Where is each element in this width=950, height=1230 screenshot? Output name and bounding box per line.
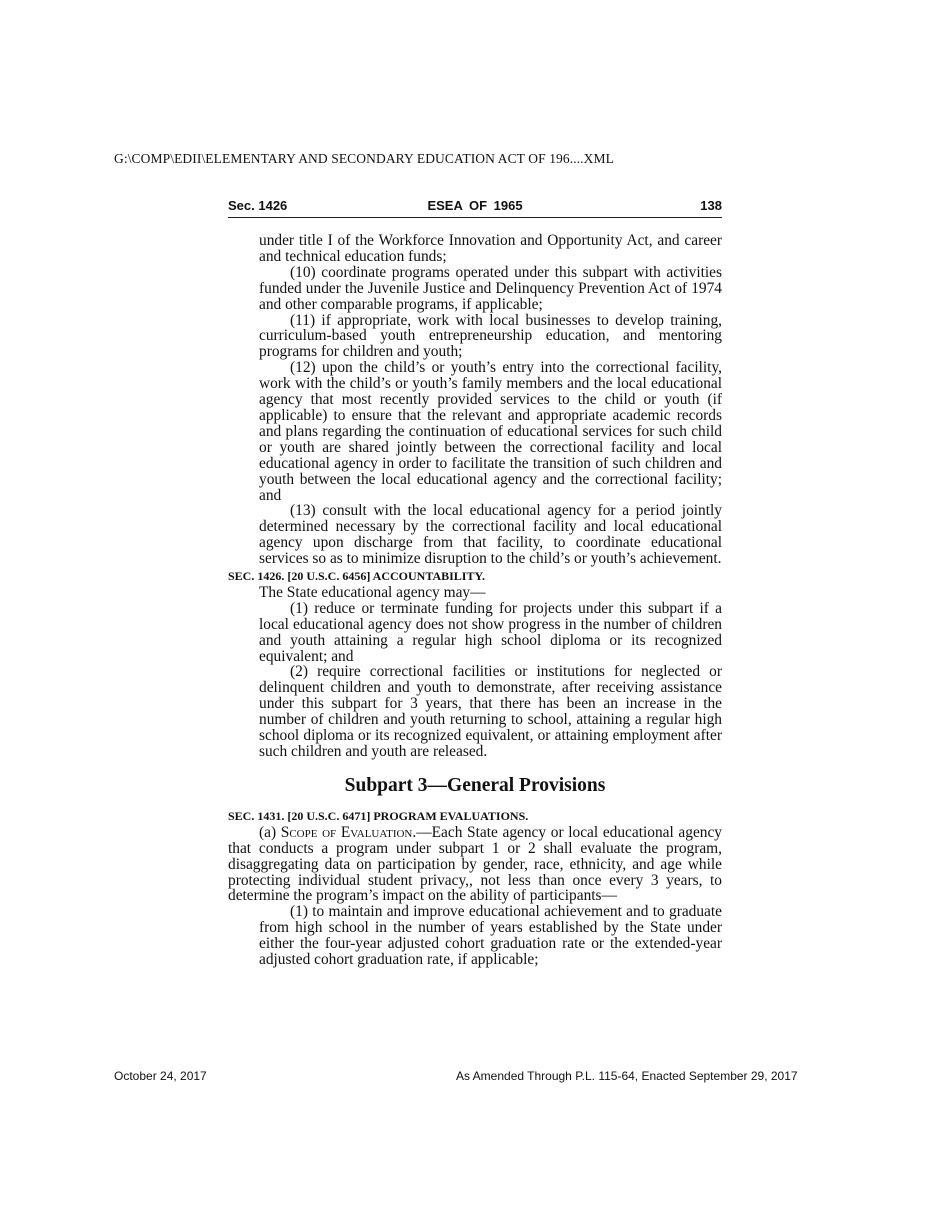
section-1431-subsection-a bbox=[228, 825, 722, 905]
subsection-a-text: —Each State agency or local educational agency that conducts a program under subpart 1 or 2 shall evaluate the program, disaggregating data on participation by gender, race, ethnicity, and age while protecting individual student privacy,, not less than once every 3 years, to determine the program’s impact on the ability of participants— bbox=[228, 823, 723, 905]
footer-amended-note: As Amended Through P.L. 115-64, Enacted September 29, 2017 bbox=[456, 1069, 798, 1083]
subsection-a-label: (a) bbox=[259, 823, 281, 841]
section-1431-heading: SEC. 1431. [20 U.S.C. 6471] PROGRAM EVALUATIONS. bbox=[228, 808, 529, 823]
paragraph-11: (11) if appropriate, work with local businesses to develop training, curriculum-based youth entrepreneurship education, and mentoring programs for children and youth; bbox=[259, 311, 722, 361]
footer-date: October 24, 2017 bbox=[114, 1069, 207, 1083]
subsection-a-caption: Scope of Evaluation. bbox=[280, 823, 417, 841]
document-body bbox=[228, 233, 722, 968]
paragraph-12: (12) upon the child’s or youth’s entry into the correctional facility, work with the child’s or youth’s family members and the local educational agency that most recently provided services to the child or youth (if applicable) to ensure that the relevant and appropriate academic records and plans regarding the continuation of educational services for such child or youth are shared jointly between the correctional facility and local educational agency in order to facilitate the transition of such children and youth between the local educational agency and the correctional facility; and bbox=[259, 359, 722, 504]
paragraph-10: (10) coordinate programs operated under this subpart with activities funded under the Juvenile Justice and Delinquency Prevention Act of 1974 and other comparable programs, if applicable; bbox=[259, 263, 722, 313]
section-1426-item-2: (2) require correctional facilities or institutions for neglected or delinquent children and youth to demonstrate, after receiving assistance under this subpart for 3 years, that there has been an increase in the number of children and youth returning to school, attaining a regular high school diploma or its recognized equivalent, or attaining employment after such children and youth are released. bbox=[259, 663, 722, 760]
header-section-number: Sec. 1426 bbox=[228, 198, 288, 213]
file-path: G:\COMP\EDII\ELEMENTARY AND SECONDARY EDUCATION ACT OF 196....XML bbox=[114, 151, 614, 166]
section-1426-lead: The State educational agency may— bbox=[259, 583, 486, 601]
section-1426-heading: SEC. 1426. [20 U.S.C. 6456] ACCOUNTABILITY. bbox=[228, 569, 486, 584]
continued-paragraph: under title I of the Workforce Innovation and Opportunity Act, and career and technical education funds; bbox=[259, 232, 722, 265]
running-header bbox=[228, 198, 722, 218]
section-1431-a-item-1: (1) to maintain and improve educational achievement and to graduate from high school in the number of years established by the State under either the four-year adjusted cohort graduation rate or the extended-year adjusted cohort graduation rate, if applicable; bbox=[259, 903, 722, 969]
paragraph-13: (13) consult with the local educational agency for a period jointly determined necessary by the correctional facility and local educational agency upon discharge from that facility, to coordinate educational services so as to minimize disruption to the child’s or youth’s achievement. bbox=[259, 502, 722, 568]
header-act-title: ESEA OF 1965 bbox=[427, 198, 523, 213]
header-page-number: 138 bbox=[700, 198, 722, 213]
subpart-heading: Subpart 3—General Provisions bbox=[344, 774, 606, 796]
section-1426-item-1: (1) reduce or terminate funding for projects under this subpart if a local educational agency does not show progress in the number of children and youth attaining a regular high school diploma or its recognized equivalent; and bbox=[259, 599, 722, 665]
